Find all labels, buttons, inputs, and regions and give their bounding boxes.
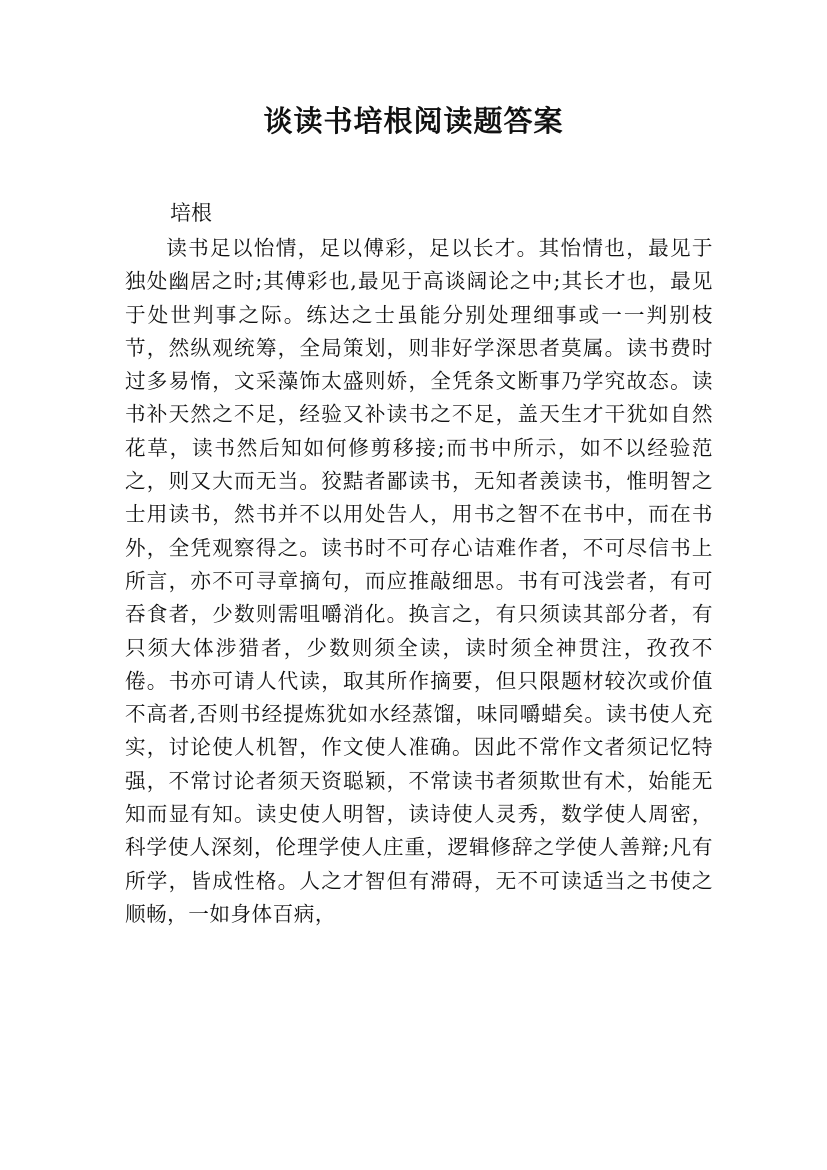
body-paragraph: 读书足以怡情，足以傅彩，足以长才。其怡情也，最见于独处幽居之时;其傅彩也,最见于高谈阔论之中;其长才也，最见于处世判事之际。练达之士虽能分别处理细事或一一判别枝节，然纵观统筹，全局策划，则非好学深思者莫属。读书费时过多易惰，文采藻饰太盛则娇，全凭条文断事乃学究故态。读书补天然之不足，经验又补读书之不足，盖天生才干犹如自然花草，读书然后知如何修剪移接;而书中所示，如不以经验范之，则又大而无当。狡黠者鄙读书，无知者羡读书，惟明智之士用读书，然书并不以用处告人，用书之智不在书中，而在书外，全凭观察得之。读书时不可存心诘难作者，不可尽信书上所言，亦不可寻章摘句，而应推敲细思。书有可浅尝者，有可吞食者，少数则需咀嚼消化。换言之，有只须读其部分者，有只须大体涉猎者，少数则须全读，读时须全神贯注，孜孜不倦。书亦可请人代读，取其所作摘要，但只限题材较次或价值不高者,否则书经提炼犹如水经蒸馏，味同嚼蜡矣。读书使人充实，讨论使人机智，作文使人准确。因此不常作文者须记忆特强，不常讨论者须天资聪颖，不常读书者须欺世有术，始能无知而显有知。读史使人明智，读诗使人灵秀，数学使人周密，科学使人深刻，伦理学使人庄重，逻辑修辞之学使人善辩;凡有所学，皆成性格。人之才智但有滞碍，无不可读适当之书使之顺畅，一如身体百病， xyxy=(125,236,713,926)
document-title: 谈读书培根阅读题答案 xyxy=(263,104,564,138)
author-heading: 培根 xyxy=(170,201,212,225)
